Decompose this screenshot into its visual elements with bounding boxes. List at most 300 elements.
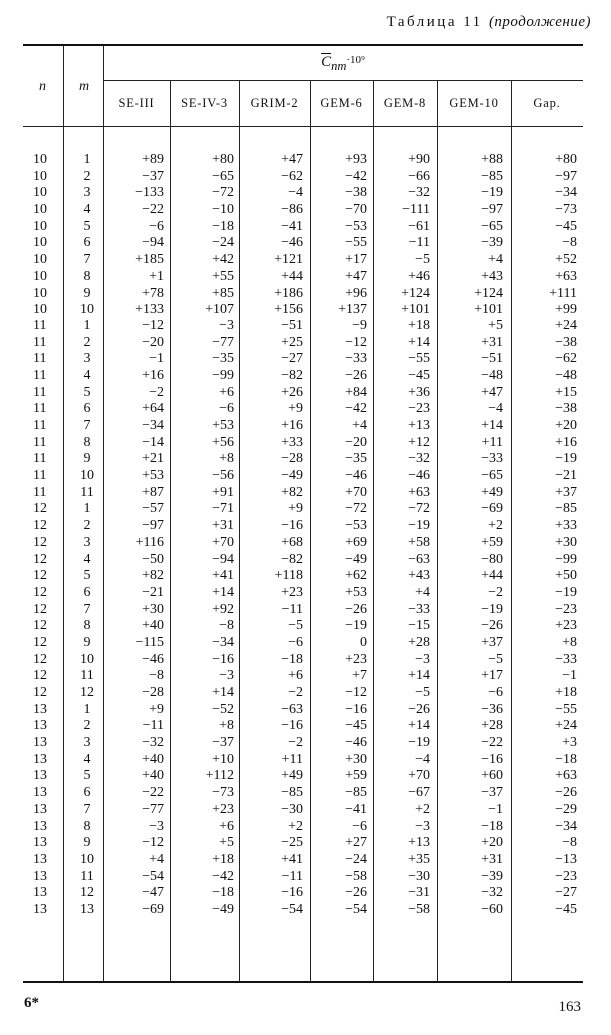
table-row	[23, 202, 583, 219]
cell-value: −6	[149, 218, 164, 234]
cell-value: +43	[408, 568, 430, 584]
cell-value: +186	[274, 285, 303, 301]
cell-m: 11	[80, 484, 94, 500]
signature-mark: 6*	[24, 995, 39, 1011]
cell-value: +14	[212, 685, 234, 700]
cell-value: +13	[408, 835, 430, 851]
cell-n: 12	[33, 618, 47, 634]
table-row	[23, 702, 583, 719]
cell-value: −3	[415, 818, 430, 834]
cell-value: −5	[488, 651, 503, 667]
cell-m: 7	[83, 252, 91, 268]
cell-value: −6	[288, 634, 303, 650]
cell-value: −34	[555, 818, 577, 834]
table-row	[23, 385, 583, 402]
cell-m: 8	[83, 618, 91, 634]
cell-value: −33	[408, 601, 430, 617]
cell-value: −49	[212, 901, 234, 917]
cell-value: +41	[212, 568, 234, 584]
table-row	[23, 418, 583, 435]
cell-m: 11	[80, 668, 94, 684]
cell-value: +49	[481, 484, 503, 500]
cell-value: −33	[555, 651, 577, 667]
cell-n: 13	[33, 768, 47, 784]
cell-value: −6	[488, 685, 503, 700]
cell-value: −23	[555, 868, 577, 884]
cell-value: +44	[481, 568, 503, 584]
cell-n: 12	[33, 501, 47, 517]
cell-m: 6	[83, 235, 91, 251]
coefficient-symbol: $\overline{C}$	[321, 54, 332, 70]
cell-n: 12	[33, 551, 47, 567]
cell-value: −10	[212, 202, 234, 218]
cell-value: −12	[345, 685, 367, 700]
cell-m: 8	[83, 268, 91, 284]
cell-m: 12	[80, 885, 94, 901]
cell-value: −66	[408, 168, 430, 184]
cell-value: +23	[345, 651, 367, 667]
cell-value: −3	[219, 317, 234, 333]
coefficient-scale: ·10⁹	[346, 54, 365, 66]
table-row	[23, 885, 583, 902]
coefficient-group-header	[103, 54, 583, 74]
cell-n: 12	[33, 584, 47, 600]
column-header-gap: Gap.	[533, 96, 561, 110]
cell-value: −85	[481, 168, 503, 184]
table-row	[23, 302, 583, 319]
cell-m: 9	[83, 634, 91, 650]
cell-value: +31	[481, 334, 503, 350]
cell-n: 13	[33, 801, 47, 817]
cell-value: +82	[281, 484, 303, 500]
cell-value: −36	[481, 701, 503, 717]
cell-value: +137	[338, 302, 367, 318]
cell-value: +53	[212, 418, 234, 433]
cell-value: −6	[219, 401, 234, 417]
table-row	[23, 685, 583, 702]
cell-value: −19	[345, 618, 367, 634]
cell-value: +63	[555, 268, 577, 284]
cell-m: 1	[83, 317, 91, 333]
table-row	[23, 286, 583, 303]
cell-value: −23	[555, 601, 577, 617]
header-n: n	[39, 79, 46, 94]
cell-value: +14	[408, 334, 430, 350]
cell-value: +56	[212, 434, 234, 450]
cell-value: −19	[481, 185, 503, 201]
cell-value: −12	[345, 334, 367, 350]
cell-value: −48	[555, 367, 577, 383]
cell-value: −39	[481, 868, 503, 884]
cell-value: 0	[360, 634, 367, 650]
cell-value: −26	[345, 367, 367, 383]
cell-value: +31	[481, 851, 503, 867]
cell-value: +33	[281, 434, 303, 450]
cell-value: +2	[288, 818, 303, 834]
cell-value: +18	[212, 851, 234, 867]
cell-value: +20	[555, 418, 577, 433]
cell-m: 2	[83, 334, 91, 350]
cell-value: −18	[212, 885, 234, 901]
cell-value: −16	[281, 885, 303, 901]
cell-value: −16	[481, 751, 503, 767]
cell-n: 13	[33, 735, 47, 751]
table-row	[23, 635, 583, 652]
table-row	[23, 819, 583, 836]
cell-value: −38	[555, 334, 577, 350]
cell-value: −32	[408, 185, 430, 201]
cell-value: −42	[212, 868, 234, 884]
cell-value: −1	[149, 351, 164, 367]
cell-n: 12	[33, 601, 47, 617]
cell-n: 10	[33, 185, 47, 201]
cell-value: −18	[281, 651, 303, 667]
cell-m: 7	[83, 418, 91, 433]
cell-value: −15	[408, 618, 430, 634]
cell-value: +11	[481, 434, 503, 450]
cell-value: −46	[142, 651, 164, 667]
cell-value: −55	[345, 235, 367, 251]
cell-value: −41	[345, 801, 367, 817]
cell-value: −35	[345, 451, 367, 467]
cell-value: +2	[488, 518, 503, 534]
cell-value: −8	[149, 668, 164, 684]
cell-value: −11	[408, 235, 430, 251]
table-row	[23, 501, 583, 518]
cell-value: −27	[281, 351, 303, 367]
cell-value: +91	[212, 484, 234, 500]
cell-value: +31	[212, 518, 234, 534]
cell-value: +124	[401, 285, 430, 301]
cell-m: 1	[83, 701, 91, 717]
coefficient-subscript: nm	[331, 59, 347, 73]
cell-value: +101	[474, 302, 503, 318]
cell-n: 11	[33, 367, 47, 383]
table-row	[23, 585, 583, 602]
cell-value: +14	[408, 668, 430, 684]
cell-value: −45	[555, 218, 577, 234]
cell-value: −97	[481, 202, 503, 218]
cell-m: 8	[83, 818, 91, 834]
cell-value: +20	[481, 835, 503, 851]
cell-value: +18	[555, 685, 577, 700]
cell-value: +6	[219, 384, 234, 400]
cell-value: +42	[212, 252, 234, 268]
cell-value: +14	[408, 718, 430, 734]
table-caption-continued: (продолжение)	[488, 14, 591, 30]
cell-value: +46	[408, 268, 430, 284]
cell-n: 11	[33, 351, 47, 367]
cell-value: −16	[281, 718, 303, 734]
cell-m: 4	[83, 202, 91, 218]
cell-value: +40	[142, 751, 164, 767]
cell-value: −32	[481, 885, 503, 901]
column-header-se-iv-3: SE-IV-3	[181, 96, 228, 110]
table-row	[23, 368, 583, 385]
cell-value: −50	[142, 551, 164, 567]
cell-value: −82	[281, 551, 303, 567]
cell-value: +9	[288, 501, 303, 517]
cell-value: +47	[345, 268, 367, 284]
cell-value: −19	[408, 735, 430, 751]
cell-value: +78	[142, 285, 164, 301]
cell-n: 10	[33, 218, 47, 234]
header-bottom-rule	[23, 126, 583, 127]
cell-value: +133	[135, 302, 164, 318]
cell-value: −12	[142, 317, 164, 333]
cell-value: −19	[481, 601, 503, 617]
cell-value: +16	[281, 418, 303, 433]
cell-value: −18	[481, 818, 503, 834]
cell-value: −73	[555, 202, 577, 218]
cell-value: −65	[481, 468, 503, 484]
cell-value: −60	[481, 901, 503, 917]
cell-value: −24	[345, 851, 367, 867]
cell-value: +35	[408, 851, 430, 867]
cell-value: +10	[212, 751, 234, 767]
cell-m: 3	[83, 534, 91, 550]
cell-n: 12	[33, 634, 47, 650]
cell-value: −63	[281, 701, 303, 717]
cell-value: +59	[345, 768, 367, 784]
cell-value: +11	[281, 751, 303, 767]
cell-value: +7	[352, 668, 367, 684]
cell-value: −3	[415, 651, 430, 667]
cell-value: +47	[481, 384, 503, 400]
cell-value: +47	[281, 152, 303, 167]
cell-value: −11	[142, 718, 164, 734]
cell-value: +53	[345, 584, 367, 600]
cell-value: +63	[555, 768, 577, 784]
table-row	[23, 852, 583, 869]
column-header-se-iii: SE-III	[118, 96, 155, 110]
cell-value: −62	[555, 351, 577, 367]
cell-value: −32	[408, 451, 430, 467]
cell-value: +87	[142, 484, 164, 500]
cell-n: 13	[33, 718, 47, 734]
cell-value: −65	[212, 168, 234, 184]
cell-value: +44	[281, 268, 303, 284]
cell-value: +28	[481, 718, 503, 734]
cell-value: +70	[408, 768, 430, 784]
cell-m: 7	[83, 801, 91, 817]
cell-value: +82	[142, 568, 164, 584]
cell-value: −54	[345, 901, 367, 917]
cell-value: −34	[142, 418, 164, 433]
cell-value: +8	[562, 634, 577, 650]
cell-m: 5	[83, 768, 91, 784]
cell-n: 13	[33, 901, 47, 917]
cell-n: 13	[33, 835, 47, 851]
cell-m: 3	[83, 351, 91, 367]
cell-value: +88	[481, 152, 503, 167]
table-row	[23, 718, 583, 735]
cell-value: −18	[555, 751, 577, 767]
table-row	[23, 269, 583, 286]
cell-m: 2	[83, 168, 91, 184]
cell-value: +3	[562, 735, 577, 751]
cell-value: +63	[408, 484, 430, 500]
cell-value: −52	[212, 701, 234, 717]
header-divider	[103, 80, 583, 81]
cell-value: +5	[219, 835, 234, 851]
table-row	[23, 335, 583, 352]
cell-m: 9	[83, 285, 91, 301]
cell-value: +43	[481, 268, 503, 284]
cell-value: −51	[281, 317, 303, 333]
cell-m: 5	[83, 384, 91, 400]
cell-value: +4	[488, 252, 503, 268]
cell-value: +53	[142, 468, 164, 484]
cell-value: −26	[555, 785, 577, 801]
cell-m: 9	[83, 451, 91, 467]
column-header-grim-2: GRIM-2	[250, 96, 299, 110]
cell-value: −72	[408, 501, 430, 517]
cell-value: +80	[555, 152, 577, 167]
table-row	[23, 752, 583, 769]
cell-m: 11	[80, 868, 94, 884]
cell-value: −71	[212, 501, 234, 517]
cell-value: −41	[281, 218, 303, 234]
cell-value: −53	[345, 518, 367, 534]
cell-value: +23	[555, 618, 577, 634]
cell-value: −21	[555, 468, 577, 484]
cell-value: +21	[142, 451, 164, 467]
table-row	[23, 552, 583, 569]
cell-value: +60	[481, 768, 503, 784]
cell-value: +121	[274, 252, 303, 268]
cell-value: +37	[481, 634, 503, 650]
cell-value: −22	[142, 785, 164, 801]
cell-value: +90	[408, 152, 430, 167]
cell-value: +185	[135, 252, 164, 268]
cell-value: −34	[212, 634, 234, 650]
cell-m: 3	[83, 735, 91, 751]
cell-value: −53	[345, 218, 367, 234]
cell-n: 13	[33, 868, 47, 884]
cell-m: 2	[83, 718, 91, 734]
cell-value: −99	[212, 367, 234, 383]
cell-n: 12	[33, 668, 47, 684]
cell-n: 11	[33, 418, 47, 433]
cell-m: 9	[83, 835, 91, 851]
page-number: 163	[558, 999, 581, 1015]
cell-value: −42	[345, 168, 367, 184]
cell-value: +14	[481, 418, 503, 433]
cell-value: +12	[408, 434, 430, 450]
cell-n: 12	[33, 568, 47, 584]
cell-value: −46	[345, 468, 367, 484]
table-row	[23, 785, 583, 802]
cell-value: −3	[219, 668, 234, 684]
cell-m: 7	[83, 601, 91, 617]
cell-value: −97	[142, 518, 164, 534]
table-row	[23, 618, 583, 635]
cell-n: 11	[33, 451, 47, 467]
cell-value: −49	[281, 468, 303, 484]
cell-value: −16	[281, 518, 303, 534]
cell-m: 4	[83, 551, 91, 567]
cell-value: −115	[135, 634, 164, 650]
cell-n: 10	[33, 152, 47, 167]
cell-value: −8	[219, 618, 234, 634]
cell-value: −28	[142, 685, 164, 700]
table-row	[23, 869, 583, 886]
cell-value: −32	[142, 735, 164, 751]
cell-m: 13	[80, 901, 94, 917]
cell-value: −5	[288, 618, 303, 634]
cell-value: +64	[142, 401, 164, 417]
cell-value: +4	[149, 851, 164, 867]
cell-value: +30	[555, 534, 577, 550]
cell-value: +25	[281, 334, 303, 350]
cell-value: +99	[555, 302, 577, 318]
cell-value: −51	[481, 351, 503, 367]
cell-value: −46	[281, 235, 303, 251]
cell-m: 10	[80, 468, 94, 484]
table-row	[23, 518, 583, 535]
cell-value: +69	[345, 534, 367, 550]
cell-value: −19	[555, 451, 577, 467]
cell-value: +116	[135, 534, 164, 550]
cell-value: +16	[555, 434, 577, 450]
cell-value: +26	[281, 384, 303, 400]
cell-value: +24	[555, 718, 577, 734]
cell-value: −47	[142, 885, 164, 901]
cell-value: −85	[345, 785, 367, 801]
cell-n: 11	[33, 468, 47, 484]
cell-value: −37	[481, 785, 503, 801]
cell-value: −4	[288, 185, 303, 201]
cell-value: +17	[481, 668, 503, 684]
cell-value: −23	[408, 401, 430, 417]
cell-n: 13	[33, 701, 47, 717]
table-row	[23, 252, 583, 269]
cell-value: +24	[555, 317, 577, 333]
cell-value: −16	[345, 701, 367, 717]
cell-value: −37	[142, 168, 164, 184]
cell-value: +14	[212, 584, 234, 600]
cell-value: −34	[555, 185, 577, 201]
cell-value: +9	[288, 401, 303, 417]
cell-value: +9	[149, 701, 164, 717]
table-row	[23, 535, 583, 552]
cell-value: +4	[415, 584, 430, 600]
cell-value: +8	[219, 451, 234, 467]
cell-value: −27	[555, 885, 577, 901]
cell-value: −22	[481, 735, 503, 751]
cell-value: +112	[205, 768, 234, 784]
cell-value: −14	[142, 434, 164, 450]
header-m: m	[79, 79, 90, 94]
cell-value: −26	[345, 885, 367, 901]
cell-value: −67	[408, 785, 430, 801]
cell-value: −65	[481, 218, 503, 234]
cell-n: 10	[33, 235, 47, 251]
cell-value: −62	[281, 168, 303, 184]
cell-value: −86	[281, 202, 303, 218]
cell-value: −13	[555, 851, 577, 867]
cell-value: −8	[562, 235, 577, 251]
cell-value: +85	[212, 285, 234, 301]
cell-value: +55	[212, 268, 234, 284]
cell-value: −77	[212, 334, 234, 350]
cell-value: +59	[481, 534, 503, 550]
cell-value: −54	[142, 868, 164, 884]
cell-value: +1	[149, 268, 164, 284]
cell-n: 13	[33, 751, 47, 767]
cell-value: +58	[408, 534, 430, 550]
